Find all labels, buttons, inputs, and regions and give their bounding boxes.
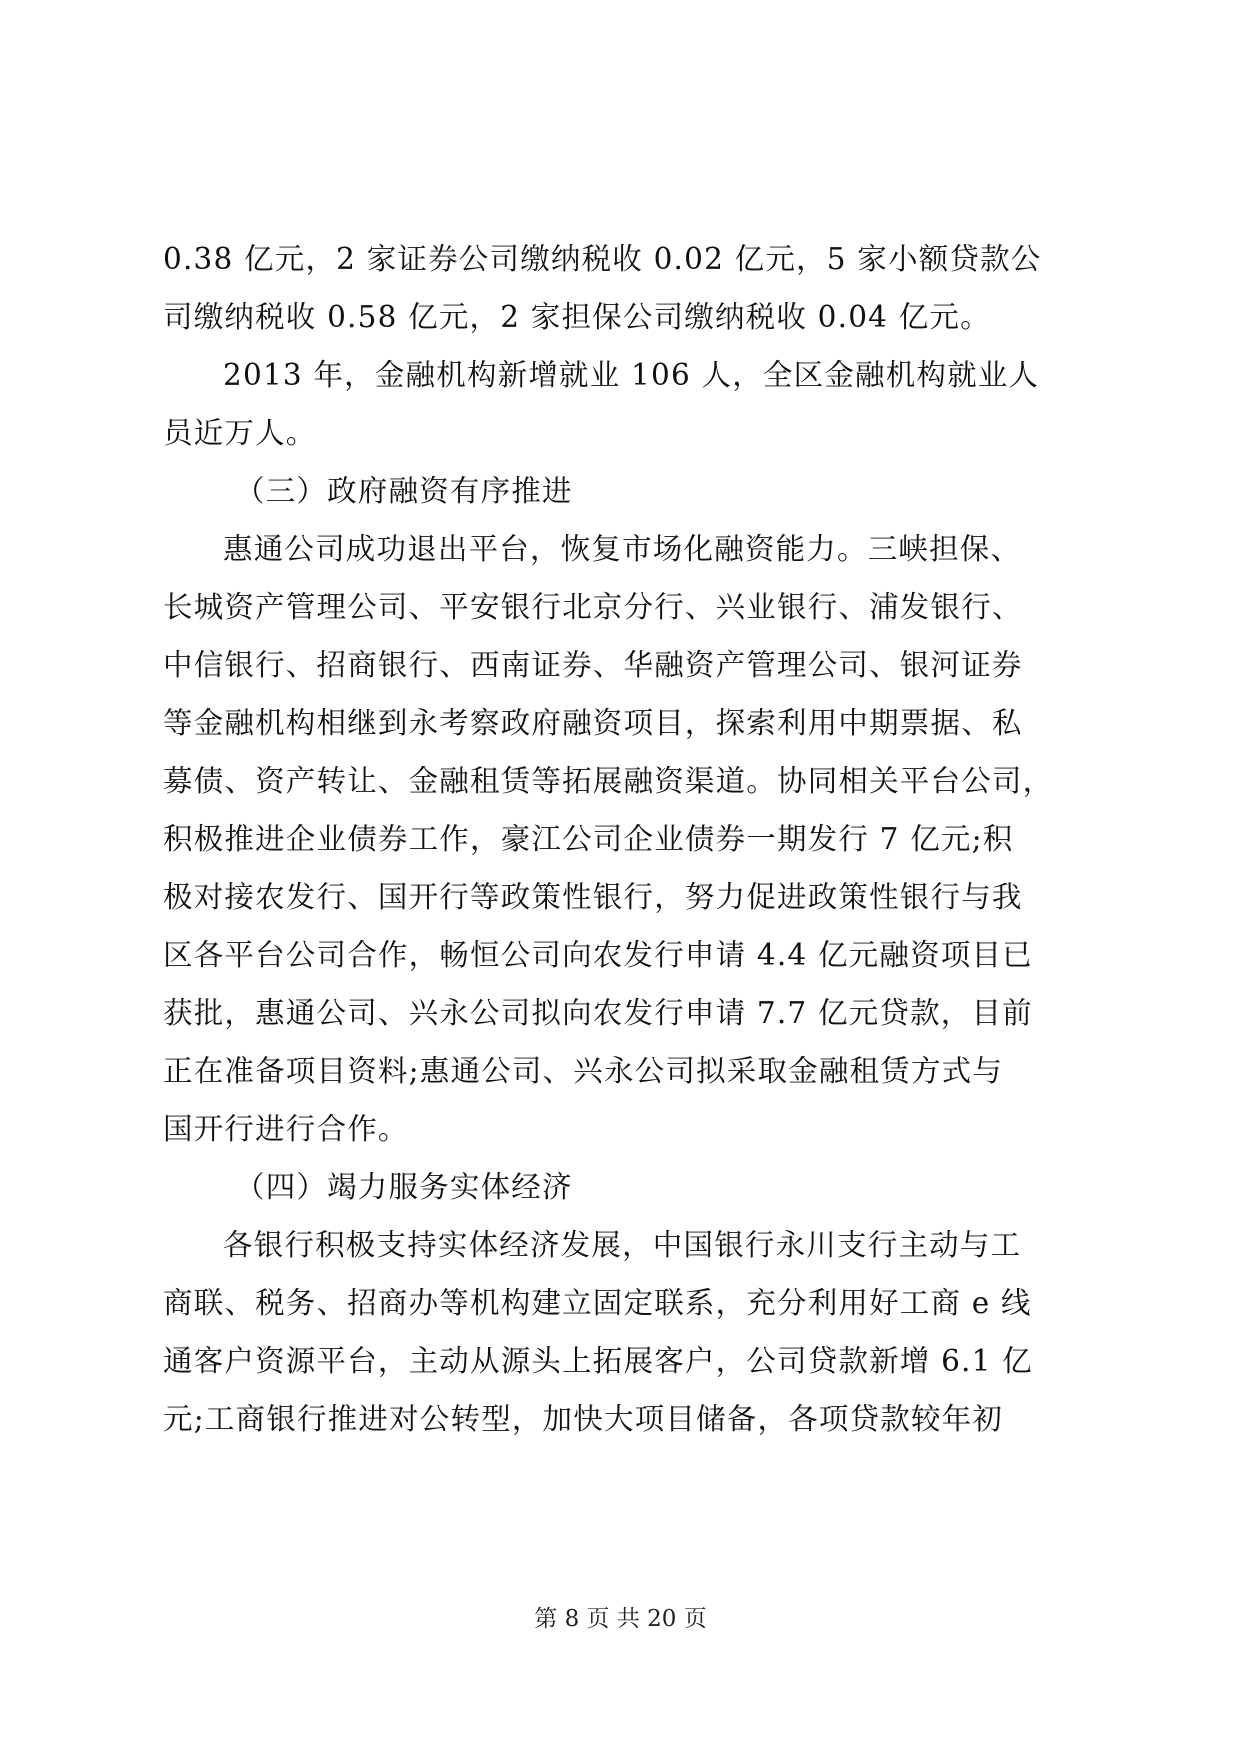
text-line: 0.38 亿元，2 家证券公司缴纳税收 0.02 亿元，5 家小额贷款公 <box>163 242 1042 276</box>
text-line: 募债、资产转让、金融租赁等拓展融资渠道。协同相关平台公司， <box>163 764 1054 798</box>
text-line: 长城资产管理公司、平安银行北京分行、兴业银行、浦发银行、 <box>163 590 1023 624</box>
page-footer <box>0 1604 1241 1634</box>
page-number-label: 第 8 页 共 20 页 <box>534 1606 707 1632</box>
text-line: 通客户资源平台，主动从源头上拓展客户，公司贷款新增 6.1 亿 <box>163 1344 1033 1378</box>
text-line: 获批，惠通公司、兴永公司拟向农发行申请 7.7 亿元贷款，目前 <box>163 996 1033 1030</box>
section-heading-3: （三）政府融资有序推进 <box>235 474 573 508</box>
text-line: 积极推进企业债券工作，豪江公司企业债券一期发行 7 亿元;积 <box>163 822 1014 856</box>
text-line: 国开行进行合作。 <box>163 1112 409 1146</box>
body-text <box>163 230 1083 1448</box>
paragraph-start-line: 各银行积极支持实体经济发展，中国银行永川支行主动与工 <box>223 1228 1022 1262</box>
text-line: 商联、税务、招商办等机构建立固定联系，充分利用好工商 e 线 <box>163 1286 1032 1320</box>
text-line: 等金融机构相继到永考察政府融资项目，探索利用中期票据、私 <box>163 706 1023 740</box>
text-line: 中信银行、招商银行、西南证券、华融资产管理公司、银河证券 <box>163 648 1023 682</box>
text-line: 员近万人。 <box>163 416 317 450</box>
text-line: 正在准备项目资料;惠通公司、兴永公司拟采取金融租赁方式与 <box>163 1054 1004 1088</box>
paragraph-start-line: 2013 年，金融机构新增就业 106 人，全区金融机构就业人 <box>223 358 1040 392</box>
section-heading-4: （四）竭力服务实体经济 <box>235 1170 573 1204</box>
text-line: 区各平台公司合作，畅恒公司向农发行申请 4.4 亿元融资项目已 <box>163 938 1033 972</box>
text-line: 极对接农发行、国开行等政策性银行，努力促进政策性银行与我 <box>163 880 1023 914</box>
text-line: 司缴纳税收 0.58 亿元，2 家担保公司缴纳税收 0.04 亿元。 <box>163 300 991 334</box>
text-line: 元;工商银行推进对公转型，加快大项目储备，各项贷款较年初 <box>163 1402 1004 1436</box>
paragraph-start-line: 惠通公司成功退出平台，恢复市场化融资能力。三峡担保、 <box>223 532 1022 566</box>
